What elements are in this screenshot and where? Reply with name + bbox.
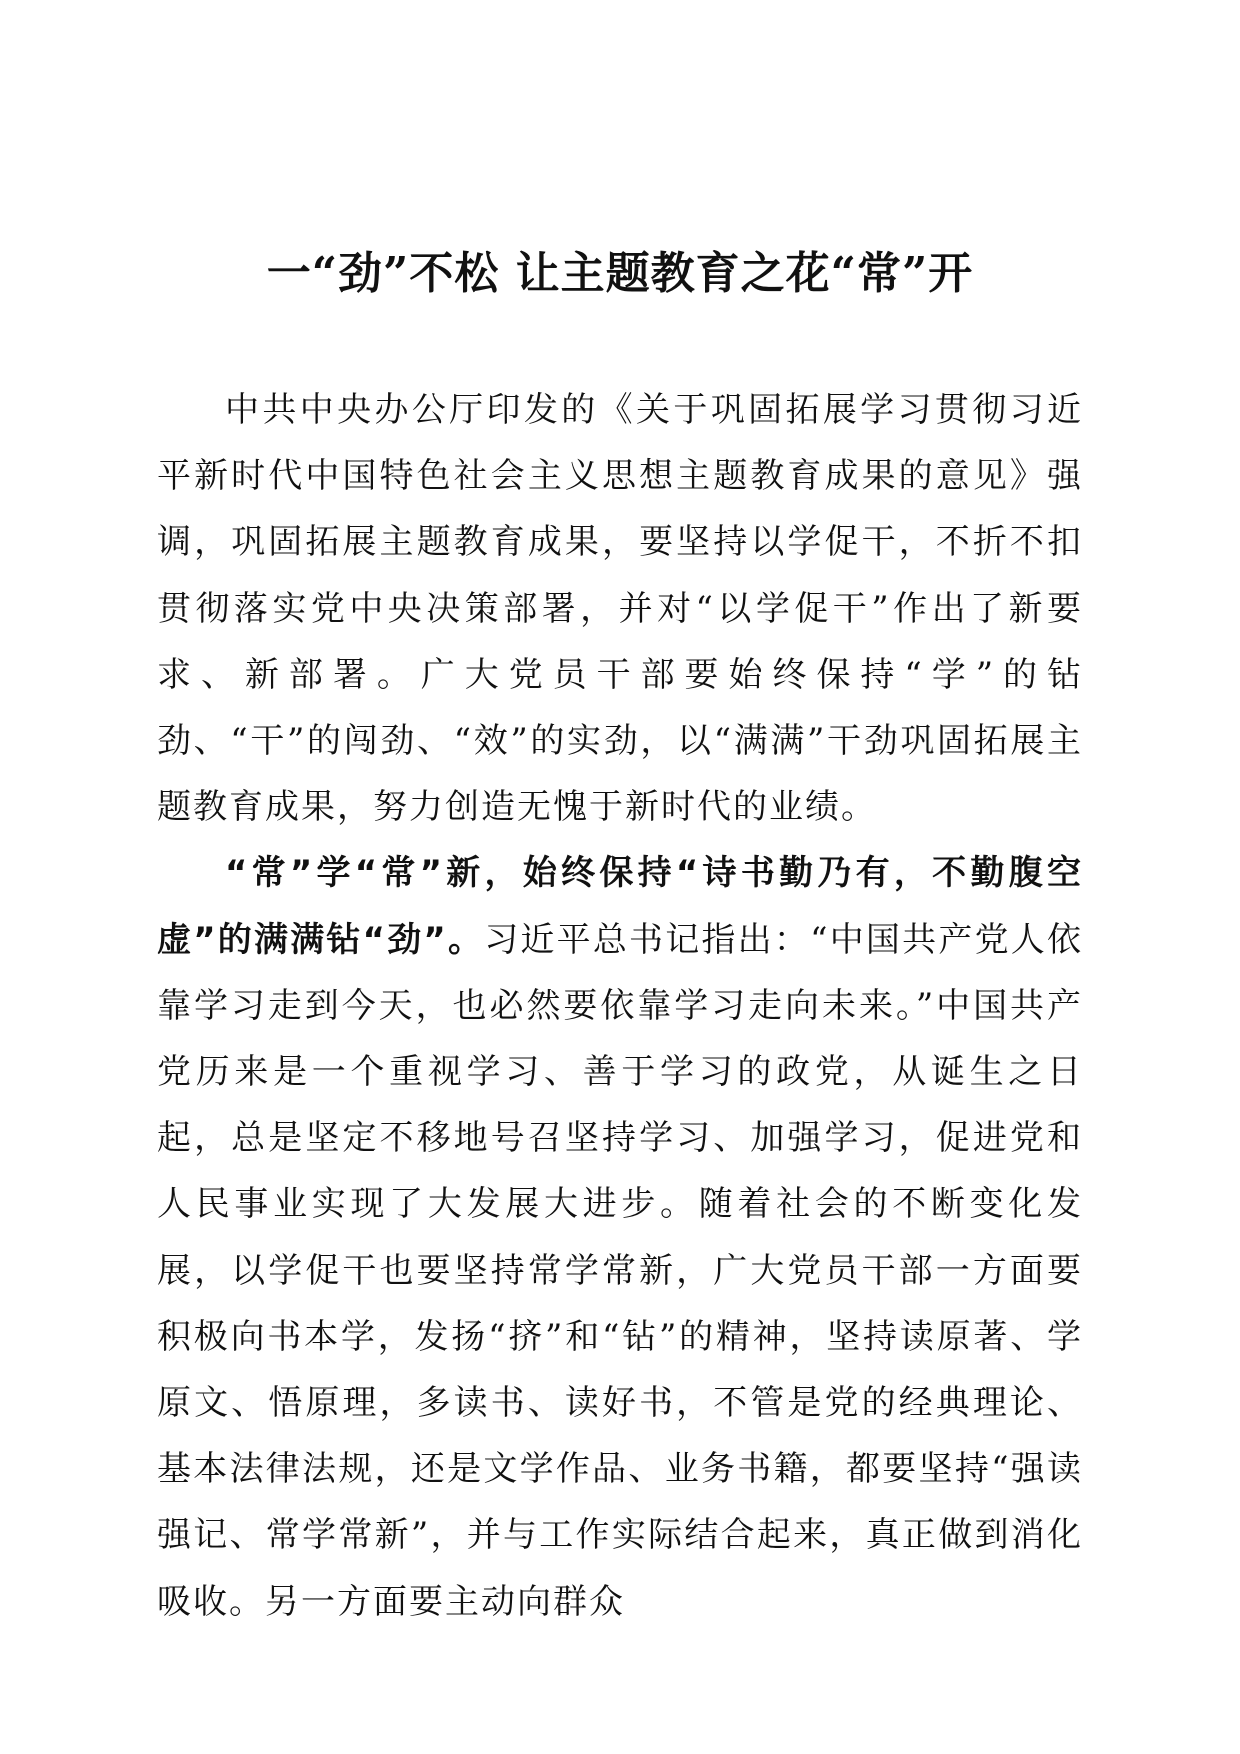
document-body xyxy=(157,377,1083,1635)
paragraph-1-text: 中共中央办公厅印发的《关于巩固拓展学习贯彻习近平新时代中国特色社会主义思想主题教育成果的意见》强调，巩固拓展主题教育成果，要坚持以学促干，不折不扣贯彻落实党中央决策部署，并对“以学促干”作出了新要求、新部署。广大党员干部要始终保持“学”的钻劲、“干”的闯劲、“效”的实劲，以“满满”干劲巩固拓展主题教育成果，努力创造无愧于新时代的业绩。 xyxy=(157,390,1083,828)
document-title: 一“劲”不松 让主题教育之花“常”开 xyxy=(266,248,974,299)
paragraph-2-lead: “常”学“常”新，始终保持“诗书勤乃有，不勤腹空虚”的满满钻“劲”。 xyxy=(157,853,1083,960)
paragraph-2-text: 习近平总书记指出：“中国共产党人依靠学习走到今天，也必然要依靠学习走向未来。”中国共产党历来是一个重视学习、善于学习的政党，从诞生之日起，总是坚定不移地号召坚持学习、加强学习，促进党和人民事业实现了大发展大进步。随着社会的不断变化发展，以学促干也要坚持常学常新，广大党员干部一方面要积极向书本学，发扬“挤”和“钻”的精神，坚持读原著、学原文、悟原理，多读书、读好书，不管是党的经典理论、基本法律法规，还是文学作品、业务书籍，都要坚持“强读强记、常学常新”，并与工作实际结合起来，真正做到消化吸收。另一方面要主动向群众 xyxy=(157,919,1083,1622)
paragraph-1 xyxy=(157,377,1083,840)
paragraph-2 xyxy=(157,840,1083,1634)
